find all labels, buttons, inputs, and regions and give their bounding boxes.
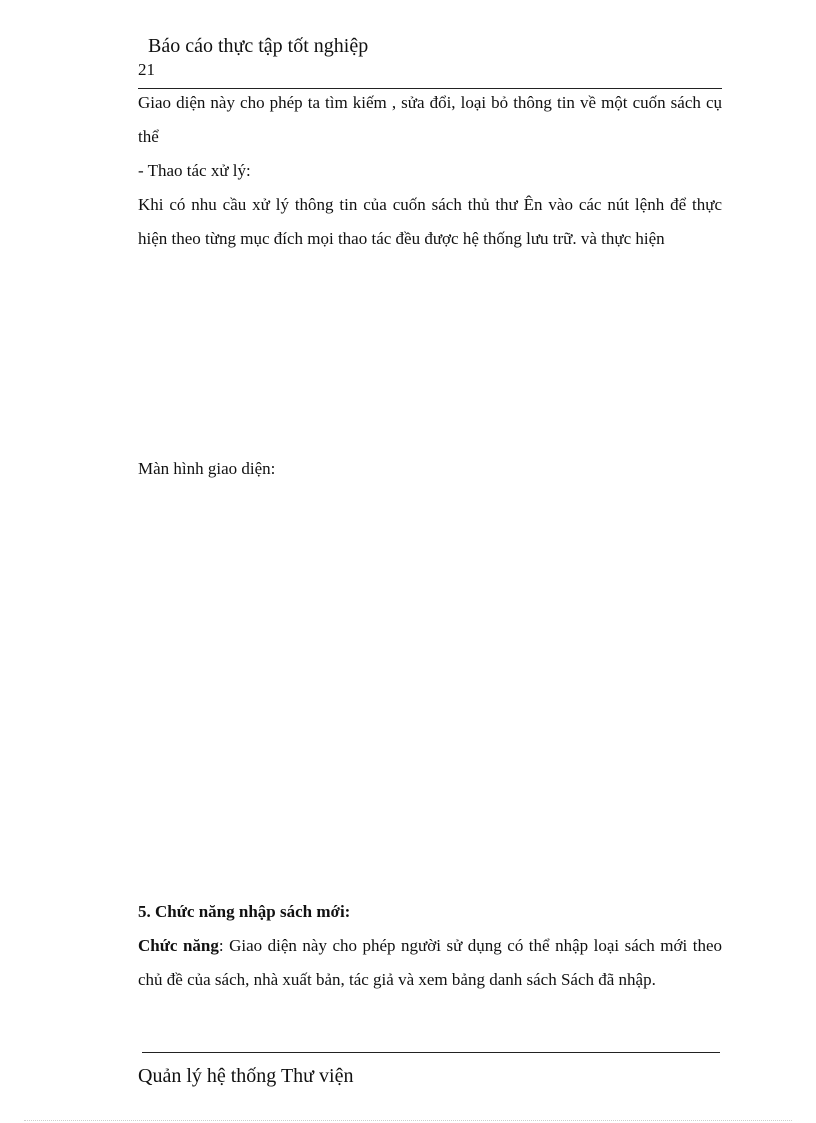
page-number: 21 xyxy=(138,60,155,79)
footer-title: Quản lý hệ thống Thư viện xyxy=(138,1065,354,1087)
page-bottom-border xyxy=(24,1120,792,1121)
paragraph-interface-description: Giao diện này cho phép ta tìm kiếm , sửa đổi, loại bỏ thông tin về một cuốn sách cụ thể xyxy=(138,93,722,146)
function-label: Chức năng xyxy=(138,936,219,955)
paragraph-processing-label: - Thao tác xử lý: xyxy=(138,161,251,180)
function-text: : Giao diện này cho phép người sử dụng có thể nhập loại sách mới theo chủ đề của sách, nhà xuất bản, tác giả và xem bảng danh sách Sách đã nhập. xyxy=(138,936,722,989)
footer-divider xyxy=(142,1052,720,1053)
paragraph-processing-description: Khi có nhu cầu xử lý thông tin của cuốn sách thủ thư Ên vào các nút lệnh để thực hiện theo từng mục đích mọi thao tác đều được hệ thống lưu trữ. và thực hiện xyxy=(138,195,722,248)
paragraph-function-description xyxy=(138,929,722,997)
header-title: Báo cáo thực tập tốt nghiệp xyxy=(148,35,369,57)
section-heading: 5. Chức năng nhập sách mới: xyxy=(138,902,351,921)
paragraph-screen-label: Màn hình giao diện: xyxy=(138,459,276,478)
